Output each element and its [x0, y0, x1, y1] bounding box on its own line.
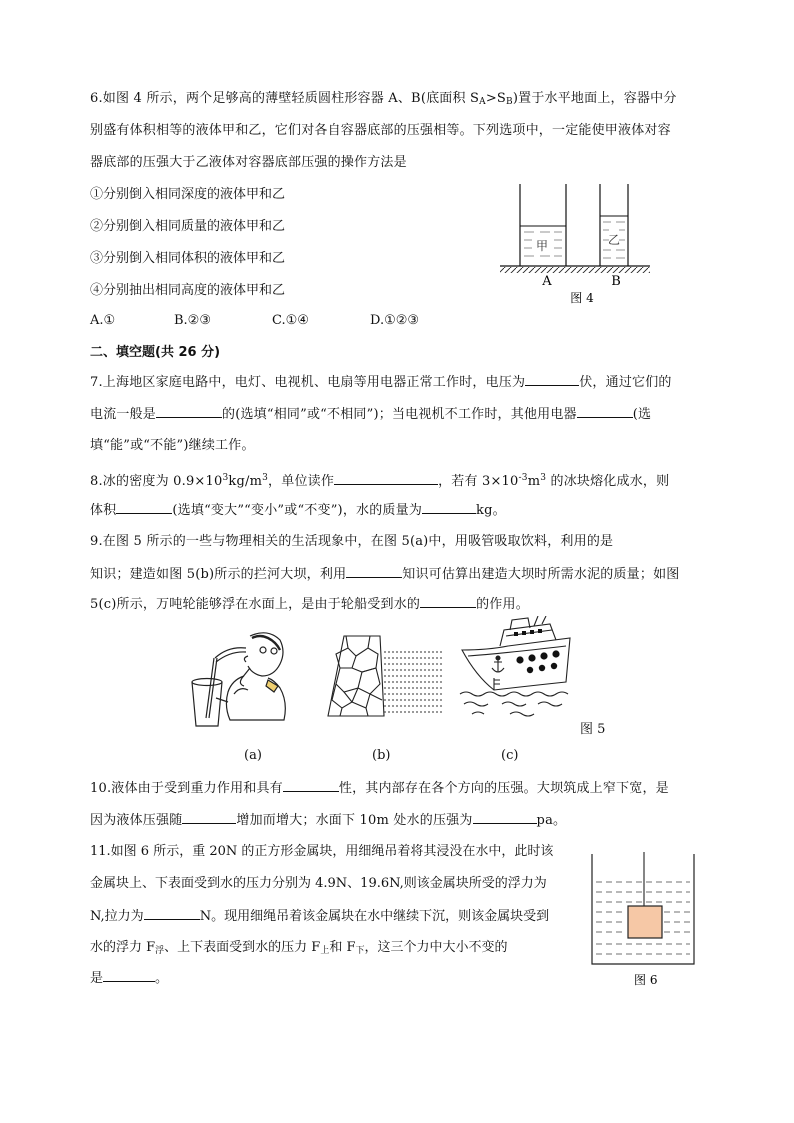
container-a: [520, 184, 566, 266]
q7-blank-1[interactable]: [525, 373, 579, 386]
figure-6-caption: 图 6: [634, 973, 658, 987]
figure-4-caption: 图 4: [570, 291, 594, 305]
q10-blank-3[interactable]: [473, 811, 537, 824]
q11-blank-2[interactable]: [144, 907, 200, 920]
q6-line-1: 6.如图 4 所示，两个足够高的薄壁轻质圆柱形容器 A、B(底面积 $S_A>S_B$)置于水平地面上，容器中分: [90, 91, 677, 107]
q9-blank-2[interactable]: [346, 565, 402, 578]
q7-line-3: 填“能”或“不能”)继续工作。: [90, 438, 255, 453]
q10-line-1: 10.液体由于受到重力作用和具有 性，其内部存在各个方向的压强。大坝筑成上窄下宽，是: [90, 781, 669, 796]
q8-blank-1[interactable]: [334, 472, 438, 485]
q6-option-a: A.①: [90, 313, 116, 328]
q7-line-2: 电流一般是 的(选填“相同”或“不相同”)；当电视机不工作时，其他用电器 (选: [90, 407, 652, 422]
q6-options: [90, 312, 419, 330]
q8-blank-2[interactable]: [116, 501, 172, 514]
section-title: 二、填空题(共 26 分): [90, 345, 221, 360]
q6-item-1: ①分别倒入相同深度的液体甲和乙: [90, 187, 286, 202]
q6-option-c: C.①④: [272, 313, 309, 328]
q8-blank-3[interactable]: [422, 501, 476, 514]
q6-line-2: 别盛有体积相等的液体甲和乙，它们对各自容器底部的压强相等。下列选项中，一定能使甲液体对容: [90, 123, 671, 138]
q6-line-3: 器底部的压强大于乙液体对容器底部压强的操作方法是: [90, 155, 407, 170]
container-b: [600, 184, 628, 266]
metal-block: [628, 906, 662, 938]
ground-hatch: [500, 267, 650, 273]
q9-line-1: 9.在图 5 所示的一些与物理相关的生活现象中，在图 5(a)中，用吸管吸取饮料，利用的是: [90, 534, 614, 549]
figure-6: [590, 852, 700, 992]
figure-4: [498, 178, 658, 308]
figure-5c-ship: [458, 616, 576, 720]
q9-line-3: 5(c)所示，万吨轮能够浮在水面上，是由于轮船受到水的 的作用。: [90, 597, 529, 612]
figure-5b-label: (b): [372, 748, 391, 763]
figure-5a-straw: [188, 630, 300, 730]
q6-option-d: D.①②③: [370, 313, 420, 328]
q11-line-2: 金属块上、下表面受到水的压力分别为 4.9N、19.6N,则该金属块所受的浮力为: [90, 876, 547, 891]
liquid-a-label: 甲: [535, 239, 549, 253]
q9-line-2: 知识；建造如图 5(b)所示的拦河大坝，利用 知识可估算出建造大坝时所需水泥的质量；如图: [90, 567, 680, 582]
q8-line-2: 体积 (选填“变大”“变小”或“不变”)，水的质量为 kg。: [90, 503, 506, 518]
q6-item-4: ④分别抽出相同高度的液体甲和乙: [90, 283, 286, 298]
figure-5b-dam: [322, 634, 444, 718]
q8-line-1: 8.冰的密度为 $0.9\times 10^3kg/m^3$，单位读作 ，若有 $3\times 10^{-3}m^3$ 的冰块熔化成水，则: [90, 473, 670, 489]
figure-5c-label: (c): [501, 748, 519, 763]
liquid-b-label: 乙: [607, 233, 621, 247]
q11-line-4: 水的浮力 $F_浮$、上下表面受到水的压力 $F_上$和 $F_下$，这三个力中大小不变的: [90, 940, 508, 956]
q11-blank-3[interactable]: [103, 969, 155, 982]
q6-item-2: ②分别倒入相同质量的液体甲和乙: [90, 219, 286, 234]
q11-line-3: N,拉力为 N。现用细绳吊着该金属块在水中继续下沉，则该金属块受到: [90, 909, 550, 924]
q7-blank-3[interactable]: [577, 405, 633, 418]
q9-blank-3[interactable]: [420, 595, 476, 608]
q6-item-3: ③分别倒入相同体积的液体甲和乙: [90, 251, 286, 266]
q7-blank-2[interactable]: [156, 405, 222, 418]
q10-blank-2[interactable]: [182, 811, 236, 824]
container-a-label: A: [542, 274, 552, 289]
figure-5-caption: 图 5: [580, 722, 606, 737]
q7-line-1: 7.上海地区家庭电路中，电灯、电视机、电扇等用电器正常工作时，电压为 伏，通过它们的: [90, 375, 672, 390]
q10-blank-1[interactable]: [283, 779, 339, 792]
container-b-label: B: [611, 274, 621, 289]
q6-option-b: B.②③: [174, 313, 211, 328]
q10-line-2: 因为液体压强随 增加而增大；水面下 10m 处水的压强为 pa。: [90, 813, 567, 828]
q11-line-5: 是 。: [90, 971, 169, 986]
figure-5a-label: (a): [244, 748, 262, 763]
q11-line-1: 11.如图 6 所示，重 20N 的正方形金属块，用细绳吊着将其浸没在水中，此时该: [90, 844, 554, 859]
